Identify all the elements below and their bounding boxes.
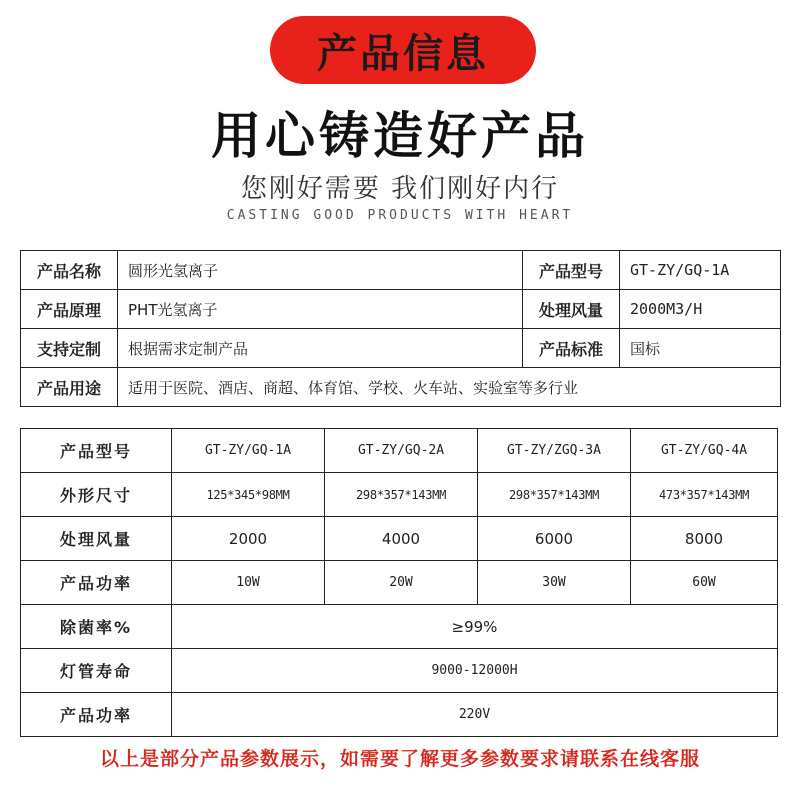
spec-cell: 10W — [172, 561, 325, 605]
spec-label: 外形尺寸 — [21, 473, 172, 517]
spec-cell: 125*345*98MM — [172, 473, 325, 517]
info-value: 圆形光氢离子 — [118, 251, 523, 290]
table-row — [21, 649, 778, 693]
info-label: 产品标准 — [523, 329, 620, 368]
spec-cell: 298*357*143MM — [325, 473, 478, 517]
info-label: 产品名称 — [21, 251, 118, 290]
spec-cell: 2000 — [172, 517, 325, 561]
table-row — [21, 561, 778, 605]
spec-cell: 30W — [478, 561, 631, 605]
main-slogan: 用心铸造好产品 — [211, 107, 589, 165]
spec-cell: 9000-12000H — [172, 649, 778, 693]
spec-cell: GT-ZY/GQ-2A — [325, 429, 478, 473]
info-value: 2000M3/H — [620, 290, 781, 329]
spec-label: 除菌率% — [21, 605, 172, 649]
info-value: 适用于医院、酒店、商超、体育馆、学校、火车站、实验室等多行业 — [118, 368, 781, 407]
table-row — [21, 429, 778, 473]
table-row — [21, 290, 781, 329]
spec-cell: 6000 — [478, 517, 631, 561]
spec-cell: 8000 — [631, 517, 778, 561]
info-value: 国标 — [620, 329, 781, 368]
info-label: 产品用途 — [21, 368, 118, 407]
sub-slogan: 您刚好需要 我们刚好内行 — [240, 174, 560, 204]
spec-cell: 473*357*143MM — [631, 473, 778, 517]
spec-cell: GT-ZY/GQ-4A — [631, 429, 778, 473]
spec-label: 产品功率 — [21, 693, 172, 737]
info-value: PHT光氢离子 — [118, 290, 523, 329]
english-slogan: CASTING GOOD PRODUCTS WITH HEART — [226, 208, 574, 223]
product-info-table — [20, 250, 781, 407]
footer-note: 以上是部分产品参数展示，如需要了解更多参数要求请联系在线客服 — [99, 748, 700, 770]
table-row — [21, 473, 778, 517]
table-row — [21, 251, 781, 290]
spec-label: 产品型号 — [21, 429, 172, 473]
spec-cell: 20W — [325, 561, 478, 605]
spec-label: 产品功率 — [21, 561, 172, 605]
spec-label: 处理风量 — [21, 517, 172, 561]
spec-label: 灯管寿命 — [21, 649, 172, 693]
table-row — [21, 517, 778, 561]
table-row — [21, 605, 778, 649]
info-value: 根据需求定制产品 — [118, 329, 523, 368]
info-label: 产品原理 — [21, 290, 118, 329]
info-label: 支持定制 — [21, 329, 118, 368]
table-row — [21, 329, 781, 368]
table-row — [21, 368, 781, 407]
spec-cell: 4000 — [325, 517, 478, 561]
spec-cell: GT-ZY/ZGQ-3A — [478, 429, 631, 473]
spec-cell: GT-ZY/GQ-1A — [172, 429, 325, 473]
spec-cell: 298*357*143MM — [478, 473, 631, 517]
spec-cell: 220V — [172, 693, 778, 737]
info-label: 产品型号 — [523, 251, 620, 290]
spec-cell: 60W — [631, 561, 778, 605]
spec-table — [20, 428, 778, 737]
title-banner — [270, 16, 536, 84]
table-row — [21, 693, 778, 737]
spec-cell: ≥99% — [172, 605, 778, 649]
banner-title: 产品信息 — [317, 30, 489, 77]
info-label: 处理风量 — [523, 290, 620, 329]
info-value: GT-ZY/GQ-1A — [620, 251, 781, 290]
